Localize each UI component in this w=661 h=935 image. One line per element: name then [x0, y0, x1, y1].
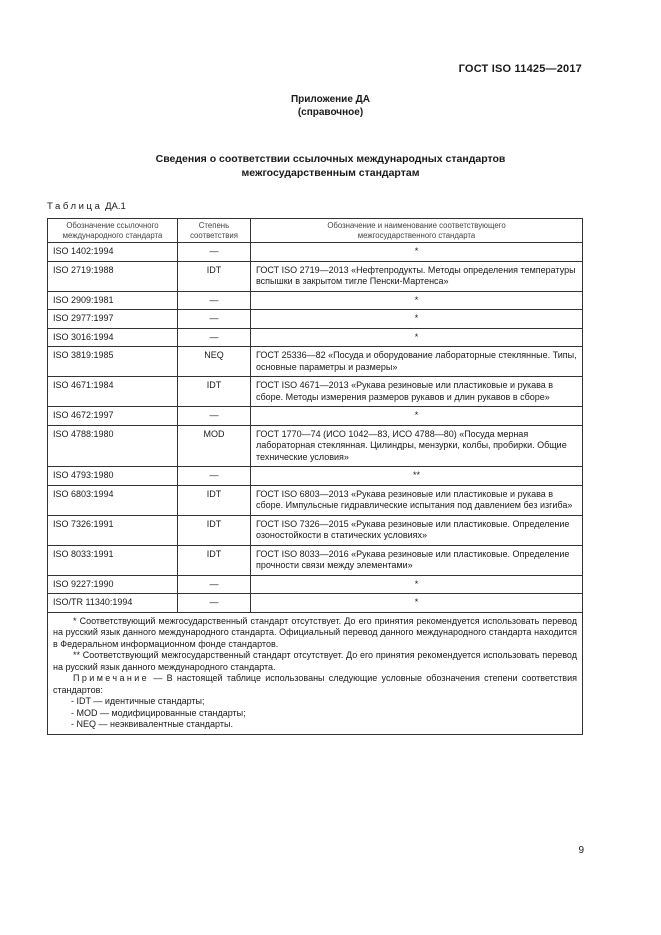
degree-cell: — [178, 575, 251, 594]
reference-standard-cell: ISO 7326:1991 [48, 515, 178, 545]
table-row [48, 467, 583, 486]
interstate-standard-cell: ГОСТ 25336—82 «Посуда и оборудование лабораторные стеклянные. Типы, основные параметры и размеры» [251, 347, 583, 377]
degree-cell: — [178, 594, 251, 613]
degree-cell: — [178, 243, 251, 262]
degree-cell: — [178, 328, 251, 347]
table-label-number: ДА.1 [105, 201, 126, 212]
reference-standard-cell: ISO 3016:1994 [48, 328, 178, 347]
notes-row [48, 612, 583, 734]
interstate-standard-cell: * [251, 310, 583, 329]
table-row [48, 261, 583, 291]
degree-cell: IDT [178, 515, 251, 545]
section-title-line1: Сведения о соответствии ссылочных международных стандартов [155, 153, 506, 165]
reference-standard-cell: ISO/TR 11340:1994 [48, 594, 178, 613]
table-row [48, 425, 583, 467]
page-number: 9 [578, 845, 584, 856]
footnote-single-star: * Соответствующий межгосударственный стандарт отсутствует. До его принятия рекомендуется использовать перевод на русский язык данного международного стандарта. Официальный перевод данного международного стандарта находится в Федеральном информационном фонде стандартов. [53, 615, 577, 649]
header-reference-standard [48, 219, 178, 243]
table-row [48, 347, 583, 377]
header-col1-line2: международного стандарта [62, 230, 163, 240]
degree-cell: NEQ [178, 347, 251, 377]
interstate-standard-cell: ГОСТ ISO 8033—2016 «Рукава резиновые или пластиковые. Определение прочности связи между элементами» [251, 545, 583, 575]
reference-standard-cell: ISO 4793:1980 [48, 467, 178, 486]
degree-cell: — [178, 310, 251, 329]
table-row [48, 485, 583, 515]
table-row [48, 377, 583, 407]
table-header-row [48, 219, 583, 243]
reference-standard-cell: ISO 2977:1997 [48, 310, 178, 329]
interstate-standard-cell: * [251, 328, 583, 347]
degree-cell: IDT [178, 261, 251, 291]
degree-cell: IDT [178, 545, 251, 575]
header-interstate-standard [251, 219, 583, 243]
reference-standard-cell: ISO 6803:1994 [48, 485, 178, 515]
table-row [48, 594, 583, 613]
table-notes [48, 612, 583, 734]
header-col2-line2: соответствия [190, 230, 238, 240]
interstate-standard-cell: * [251, 407, 583, 426]
interstate-standard-cell: * [251, 243, 583, 262]
table-row [48, 310, 583, 329]
table-row [48, 291, 583, 310]
interstate-standard-cell: * [251, 594, 583, 613]
reference-standard-cell: ISO 2909:1981 [48, 291, 178, 310]
interstate-standard-cell: * [251, 575, 583, 594]
table-row [48, 328, 583, 347]
reference-standard-cell: ISO 4788:1980 [48, 425, 178, 467]
note-item: - NEQ — неэквивалентные стандарты. [71, 719, 233, 729]
note-paragraph [53, 673, 577, 696]
interstate-standard-cell: ** [251, 467, 583, 486]
header-col2-line1: Степень [198, 220, 230, 230]
appendix-title: Приложение ДА [290, 94, 371, 105]
reference-standard-cell: ISO 9227:1990 [48, 575, 178, 594]
correspondence-table [47, 218, 583, 735]
degree-cell: — [178, 407, 251, 426]
reference-standard-cell: ISO 8033:1991 [48, 545, 178, 575]
degree-cell: — [178, 467, 251, 486]
degree-cell: IDT [178, 377, 251, 407]
table-label [47, 201, 126, 212]
interstate-standard-cell: ГОСТ ISO 2719—2013 «Нефтепродукты. Методы определения температуры вспышки в закрытом тигле Пенски-Мартенса» [251, 261, 583, 291]
interstate-standard-cell: ГОСТ ISO 6803—2013 «Рукава резиновые или пластиковые и рукава в сборе. Импульсные гидравлические испытания под давлением без изгиба» [251, 485, 583, 515]
note-label: Примечание [73, 673, 150, 683]
reference-standard-cell: ISO 1402:1994 [48, 243, 178, 262]
table-body [48, 243, 583, 613]
header-degree [178, 219, 251, 243]
table-row [48, 575, 583, 594]
table-row [48, 407, 583, 426]
degree-cell: MOD [178, 425, 251, 467]
section-title-line2: межгосударственным стандартам [241, 167, 420, 179]
interstate-standard-cell: ГОСТ ISO 4671—2013 «Рукава резиновые или пластиковые и рукава в сборе. Методы измерения размеров рукавов и длин рукавов в сборе» [251, 377, 583, 407]
appendix-subtitle: (справочное) [297, 107, 364, 118]
interstate-standard-cell: ГОСТ ISO 7326—2015 «Рукава резиновые или пластиковые. Определение озоностойкости в статических условиях» [251, 515, 583, 545]
table-row [48, 243, 583, 262]
document-code: ГОСТ ISO 11425—2017 [458, 63, 582, 75]
degree-cell: — [178, 291, 251, 310]
reference-standard-cell: ISO 4671:1984 [48, 377, 178, 407]
interstate-standard-cell: ГОСТ 1770—74 (ИСО 1042—83, ИСО 4788—80) «Посуда мерная лабораторная стеклянная. Цилиндры, мензурки, колбы, пробирки. Общие технические условия» [251, 425, 583, 467]
table-label-prefix: Таблица [47, 201, 103, 212]
interstate-standard-cell: * [251, 291, 583, 310]
table-row [48, 545, 583, 575]
degree-cell: IDT [178, 485, 251, 515]
reference-standard-cell: ISO 4672:1997 [48, 407, 178, 426]
note-item: - MOD — модифицированные стандарты; [71, 707, 246, 718]
note-item: - IDT — идентичные стандарты; [71, 696, 205, 706]
appendix-heading [0, 93, 661, 119]
footnote-double-star: ** Соответствующий межгосударственный стандарт отсутствует. До его принятия рекомендуется использовать перевод на русский язык данного международного стандарта. [53, 650, 577, 672]
note-text: — В настоящей таблице использованы следующие условные обозначения степени соответствия стандартов: [53, 673, 577, 695]
reference-standard-cell: ISO 2719:1988 [48, 261, 178, 291]
header-col3-line2: межгосударственного стандарта [357, 230, 476, 240]
table-row [48, 515, 583, 545]
header-col1-line1: Обозначение ссылочного [66, 220, 159, 230]
header-col3-line1: Обозначение и наименование соответствующего [327, 220, 506, 230]
reference-standard-cell: ISO 3819:1985 [48, 347, 178, 377]
section-title [0, 152, 661, 180]
